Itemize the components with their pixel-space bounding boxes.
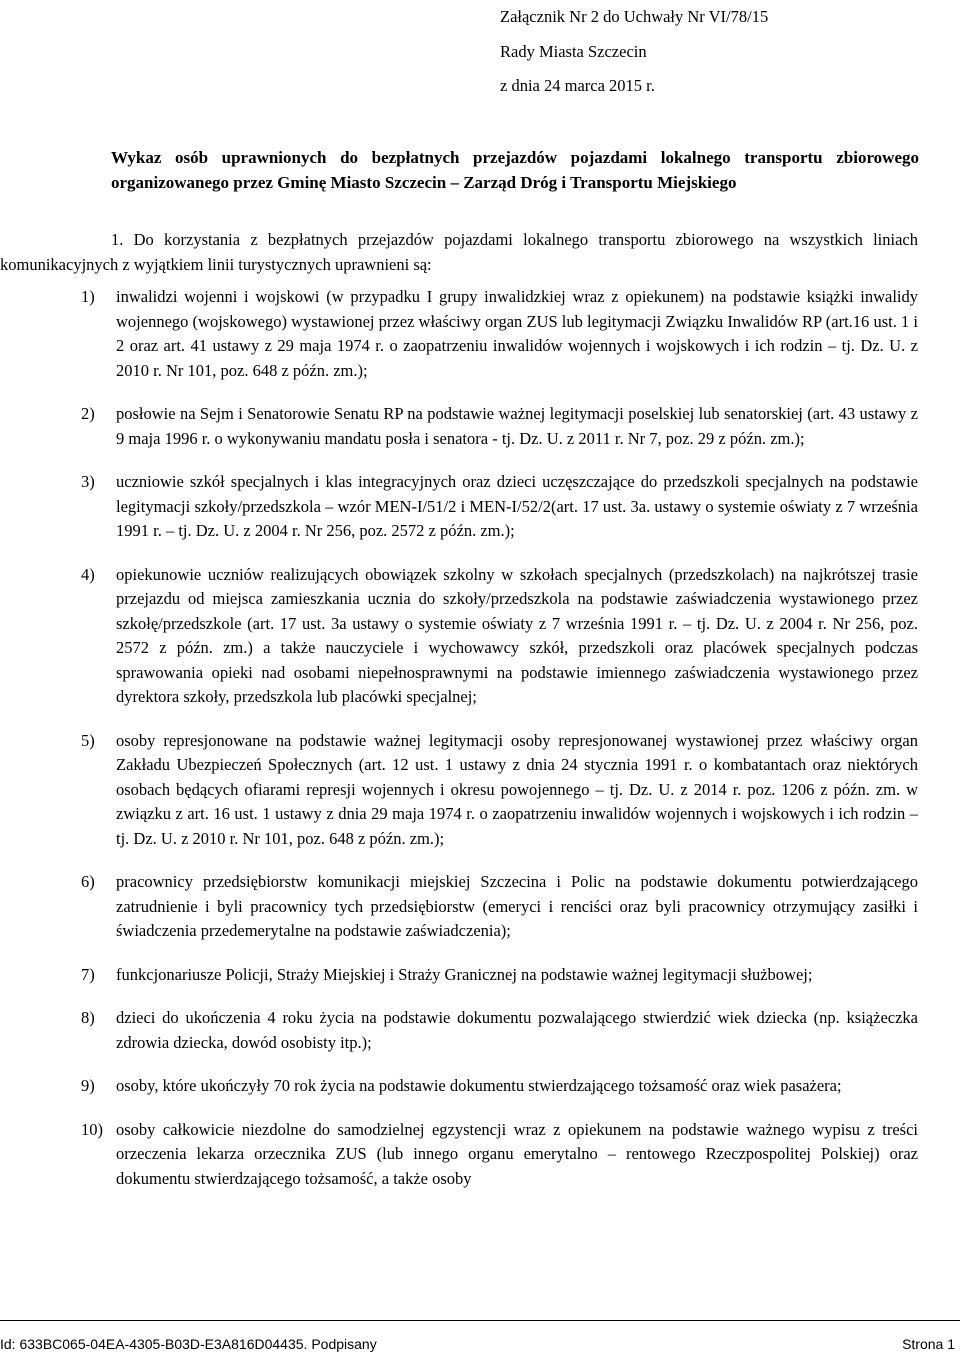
intro-paragraph [0,227,918,277]
list-item-number: 8) [81,1008,95,1027]
list-item-text: uczniowie szkół specjalnych i klas integracyjnych oraz dzieci uczęszczające do przedszkoli specjalnych na podstawie legitymacji szkoły/przedszkola – wzór MEN-I/51/2 i MEN-I/52/2(art. 17 ust. 3a. ustawy o systemie oświaty z 7 września 1991 r. – tj. Dz. U. z 2004 r. Nr 256, poz. 2572 z późn. zm.); [116,472,918,540]
list-item-text: opiekunowie uczniów realizujących obowiązek szkolny w szkołach specjalnych (przedszkolach) na najkrótszej trasie przejazdu od miejsca zamieszkania ucznia do szkoły/przedszkola na podstawie zaświadczenia wystawionego przez szkołę/przedszkole (art. 17 ust. 3a ustawy o systemie oświaty z 7 września 1991 r. – tj. Dz. U. z 2004 r. Nr 256, poz. 2572 z późn. zm.) a także nauczyciele i wychowawcy szkół, przedszkoli oraz placówek specjalnych podczas sprawowania opieki nad osobami niepełnosprawnymi na podstawie imiennego zaświadczenia wystawionego przez dyrektora szkoły, przedszkola lub placówki specjalnej; [116,564,918,706]
document-id: Id: 633BC065-04EA-4305-B03D-E3A816D04435. Podpisany [0,1336,377,1352]
list-item-number: 10) [81,1119,103,1139]
list-item-number: 2) [81,404,95,423]
list-item [81,729,918,852]
header-line-3: z dnia 24 marca 2015 r. [500,76,655,95]
list-item-number: 5) [81,730,95,750]
list-item [81,1074,918,1099]
list-item-number: 4) [81,564,95,584]
header-line-2: Rady Miasta Szczecin [500,41,647,61]
list-item-text: osoby, które ukończyły 70 rok życia na podstawie dokumentu stwierdzającego tożsamość oraz wiek pasażera; [116,1076,842,1095]
list-item-number: 9) [81,1076,95,1095]
list-item [81,285,918,383]
entitled-persons-list [81,285,918,1210]
page-footer [0,1336,955,1352]
list-item [81,1118,918,1192]
list-item-number: 6) [81,872,95,891]
list-item [81,563,918,710]
document-title: Wykaz osób uprawnionych do bezpłatnych przejazdów pojazdami lokalnego transportu zbiorowego organizowanego przez Gminę Miasto Szczecin – Zarząd Dróg i Transportu Miejskiego [111,148,919,192]
list-item-text: funkcjonariusze Policji, Straży Miejskiej i Straży Granicznej na podstawie ważnej legitymacji służbowej; [116,964,813,984]
list-item-text: pracownicy przedsiębiorstw komunikacji miejskiej Szczecina i Polic na podstawie dokumentu potwierdzającego zatrudnienie i byli pracownicy tych przedsiębiorstw (emeryci i renciści oraz byli pracownicy otrzymujący zasiłki i świadczenia przedemerytalne na podstawie zaświadczenia); [116,872,918,940]
footer-divider [0,1320,960,1321]
list-item-text: posłowie na Sejm i Senatorowie Senatu RP na podstawie ważnej legitymacji poselskiej lub senatorskiej (art. 43 ustawy z 9 maja 1996 r. o wykonywaniu mandatu posła i senatora - tj. Dz. U. z 2011 r. Nr 7, poz. 29 z późn. zm.); [116,404,918,448]
list-item-text: osoby całkowicie niezdolne do samodzielnej egzystencji wraz z opiekunem na podstawie ważnego wypisu z treści orzeczenia lekarza orzecznika ZUS (lub innego organu emerytalno – rentowego Rzeczpospolitej Polskiej) oraz dokumentu stwierdzającego tożsamość, a także osoby [116,1119,918,1188]
intro-text: 1. Do korzystania z bezpłatnych przejazdów pojazdami lokalnego transportu zbiorowego na wszystkich liniach komunikacyjnych z wyjątkiem linii turystycznych uprawnieni są: [0,230,918,274]
page-number: Strona 1 [902,1336,955,1352]
list-item-number: 7) [81,964,95,984]
list-item-text: dzieci do ukończenia 4 roku życia na podstawie dokumentu pozwalającego stwierdzić wiek dziecka (np. książeczka zdrowia dziecka, dowód osobisty itp.); [116,1008,918,1052]
list-item-number: 1) [81,287,95,306]
list-item [81,870,918,944]
list-item [81,470,918,544]
list-item [81,402,918,451]
list-item-number: 3) [81,472,95,491]
list-item-text: inwalidzi wojenni i wojskowi (w przypadku I grupy inwalidzkiej wraz z opiekunem) na podstawie książki inwalidy wojennego (wojskowego) wystawionej przez właściwy organ ZUS lub legitymacji Związku Inwalidów RP (art.16 ust. 1 i 2 oraz art. 41 ustawy z 29 maja 1974 r. o zaopatrzeniu inwalidów wojennych i wojskowych i ich rodzin – tj. Dz. U. z 2010 r. Nr 101, poz. 648 z późn. zm.); [116,287,918,380]
list-item [81,963,918,988]
header-line-1: Załącznik Nr 2 do Uchwały Nr VI/78/15 [500,7,769,26]
list-item [81,1006,918,1055]
attachment-header [500,0,800,104]
list-item-text: osoby represjonowane na podstawie ważnej legitymacji osoby represjonowanej wystawionej przez właściwy organ Zakładu Ubezpieczeń Społecznych (art. 12 ust. 1 ustawy z dnia 24 stycznia 1991 r. o kombatantach oraz niektórych osobach będących ofiarami represji wojennych i okresu powojennego – tj. Dz. U. z 2014 r. poz. 1206 z późn. zm. w związku z art. 16 ust. 1 ustawy z dnia 29 maja 1974 r. o zaopatrzeniu inwalidów wojennych i wojskowych i ich rodzin – tj. Dz. U. z 2010 r. Nr 101, poz. 648 z późn. zm.); [116,730,918,848]
